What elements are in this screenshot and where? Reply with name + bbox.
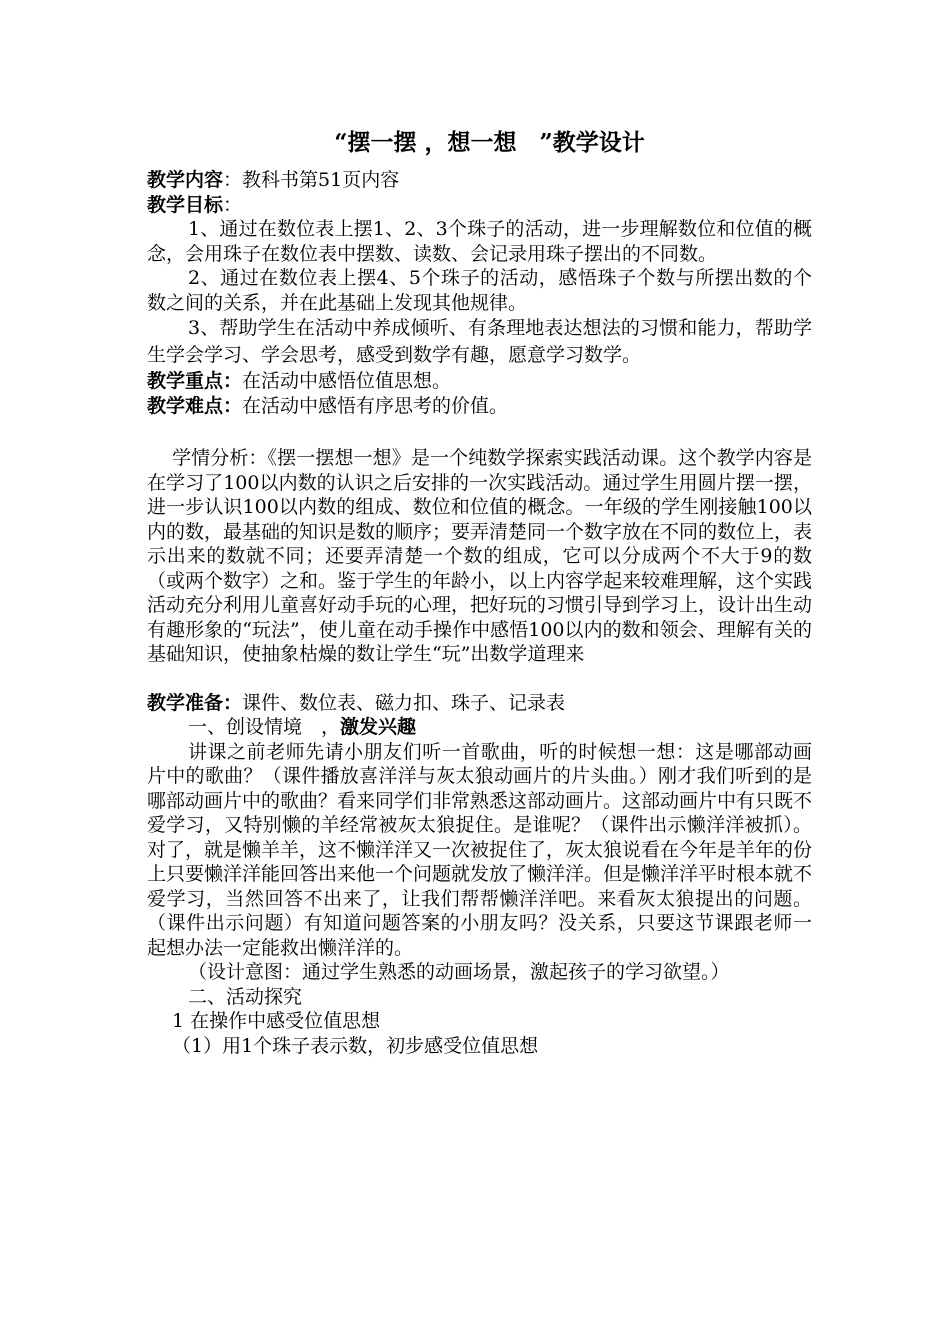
key-point-label: 教学重点： — [147, 370, 243, 392]
teaching-content-label: 教学内容 — [147, 169, 224, 191]
preparation-label: 教学准备： — [147, 691, 243, 714]
document-title: “摆一摆 ，想一想 ”教学设计 — [334, 129, 645, 156]
spacer — [147, 667, 812, 691]
key-point-line — [147, 369, 812, 394]
teaching-content-text: 教科书第51页内容 — [242, 169, 400, 191]
key-point-text: 在活动中感悟位值思想。 — [242, 370, 452, 392]
section1-heading-bold: 激发兴趣 — [340, 716, 417, 738]
section1-design-intent: （设计意图：通过学生熟悉的动画场景，激起孩子的学习欲望。） — [188, 961, 730, 983]
learning-analysis-paragraph: 学情分析：《摆一摆想一想》是一个纯数学探索实践活动课。这个教学内容是在学习了100以内数的认识之后安排的一次实践活动。通过学生用圆片摆一摆，进一步认识100以内数的组成、数位和位值的概念。一年级的学生刚接触100以内的数，最基础的知识是数的顺序；要弄清楚同一个数字放在不同的数位上，表示出来的数就不同；还要弄清楚一个数的组成，它可以分成两个不大于9的数（或两个数字）之和。鉴于学生的年龄小，以上内容学起来较难理解，这个实践活动充分利用儿童喜好动手玩的心理，把好玩的习惯引导到学习上，设计出生动有趣形象的“玩法”，使儿童在动手操作中感悟100以内的数和领会、理解有关的基础知识，使抽象枯燥的数让学生“玩”出数学道理来 — [147, 447, 813, 665]
teaching-content-colon: ： — [223, 169, 243, 191]
section1-heading — [147, 715, 812, 740]
teaching-objectives-label: 教学目标 — [147, 193, 224, 216]
teaching-objectives-line — [147, 193, 812, 218]
difficulty-line — [147, 394, 812, 419]
objective-item-1: 1、通过在数位表上摆1、2、3个珠子的活动，进一步理解数位和位值的概念，会用珠子在数位表中摆数、读数、会记录用珠子摆出的不同数。 — [147, 218, 812, 265]
section1-heading-text: 一、创设情境 ， — [188, 716, 341, 738]
spacer — [147, 418, 812, 446]
section1-paragraph: 讲课之前老师先请小朋友们听一首歌曲，听的时候想一想：这是哪部动画片中的歌曲？（课件播放喜洋洋与灰太狼动画片的片头曲。）刚才我们听到的是哪部动画片中的歌曲？看来同学们非常熟悉这部动画片。这部动画片中有只既不爱学习，又特别懒的羊经常被灰太狼捉住。是谁呢？（课件出示懒洋洋被抓）。对了，就是懒羊羊，这不懒洋洋又一次被捉住了，灰太狼说看在今年是羊年的份上只要懒洋洋能回答出来他一个问题就发放了懒洋洋。但是懒洋洋平时根本就不爱学习，当然回答不出来了，让我们帮帮懒洋洋吧。来看灰太狼提出的问题。（课件出示问题）有知道问题答案的小朋友吗？没关系，只要这节课跟老师一起想办法一定能救出懒洋洋的。 — [147, 740, 813, 959]
difficulty-text: 在活动中感悟有序思考的价值。 — [242, 394, 509, 417]
objective-item-2: 2、通过在数位表上摆4、5个珠子的活动，感悟珠子个数与所摆出数的个数之间的关系，并在此基础上发现其他规律。 — [147, 267, 812, 314]
document-page — [147, 128, 812, 1058]
preparation-line — [147, 691, 812, 716]
section2-subheading-1: 1 在操作中感受位值思想 — [172, 1010, 381, 1032]
difficulty-label: 教学难点： — [147, 394, 243, 417]
section2-subheading-1-1: （1）用1个珠子表示数，初步感受位值思想 — [172, 1034, 539, 1057]
objective-item-3: 3、帮助学生在活动中养成倾听、有条理地表达想法的习惯和能力，帮助学生学会学习、学会思考，感受到数学有趣，愿意学习数学。 — [147, 317, 812, 366]
preparation-text: 课件、数位表、磁力扣、珠子、记录表 — [242, 691, 566, 714]
teaching-content-line — [147, 168, 812, 193]
section2-heading: 二、活动探究 — [188, 985, 303, 1008]
teaching-objectives-colon: ： — [223, 193, 243, 216]
